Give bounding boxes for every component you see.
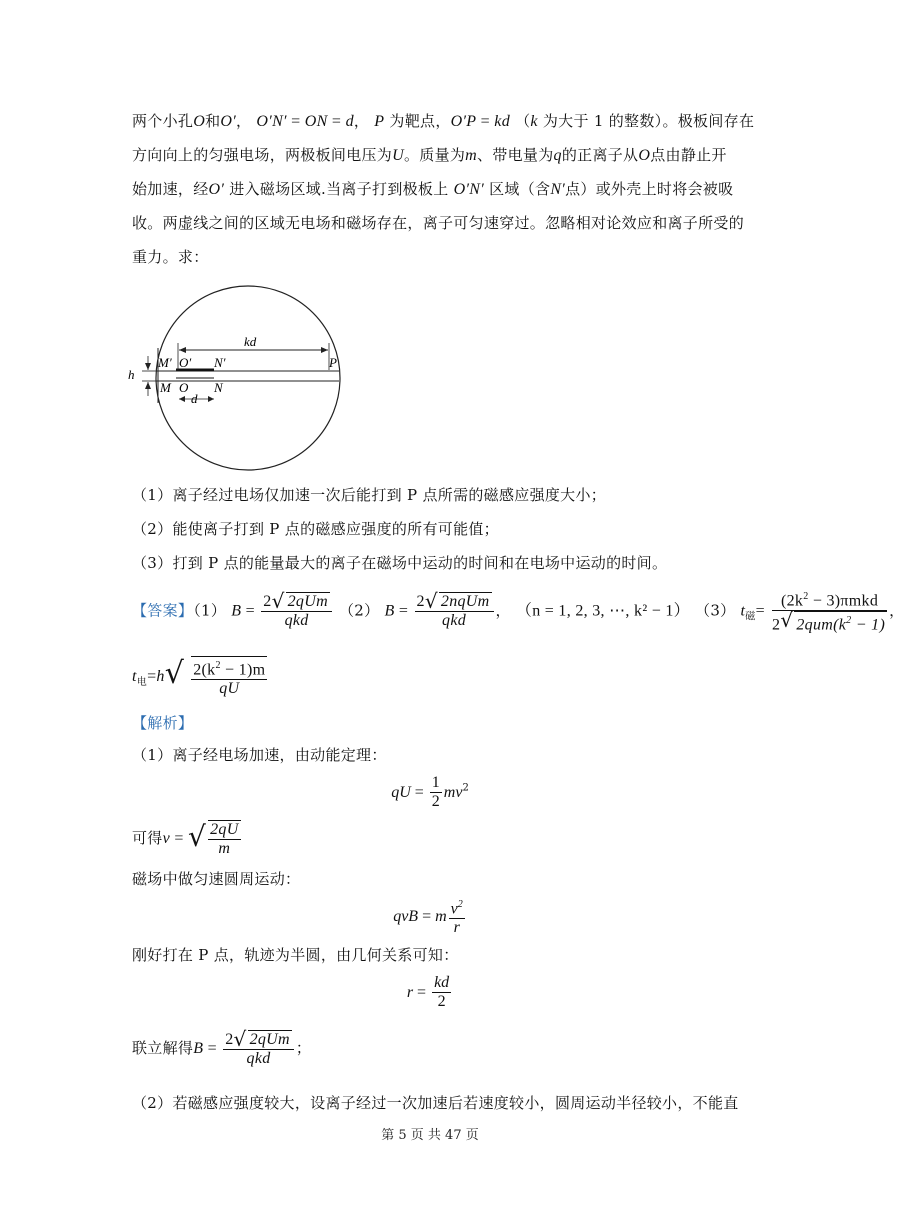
label-h: h: [128, 367, 135, 382]
label-kd: kd: [244, 334, 257, 349]
eq-velocity: 可得v = √ $\frac{2qU}{m}$: [132, 820, 239, 857]
analysis-tag: 【解析】: [132, 714, 194, 732]
eq-energy: qU = $\frac{1}{2}$ $mv^2$: [391, 774, 469, 810]
problem-line-1: 两个小孔O和O′， O′N′ = ON = d， P 为靶点，O′P = kd （k 为大于 1 的整数）。极板间存在: [132, 112, 755, 130]
page-footer: 第 5 页 共 47 页: [381, 1128, 479, 1143]
eq-radius: r = $\frac{kd}{2}$: [406, 974, 450, 1010]
answer-line: 【答案】（1） B = $\frac{\text{2√ 2qUm}}{\text{qkd}}$ （2） B = $\frac{\text{2√ 2nqUm}}{\text{qkd}}$ ， （n = 1, 2, 3, ⋯, k² − 1） （3） $t_磁=$ $\frac{(2k^2 - 3)\pi mkd}{2√ 2qum(k^2 - 1)}$ ，: [132, 589, 904, 634]
label-P: P: [329, 355, 337, 370]
circle-figure: [124, 278, 354, 478]
problem-line-3: 始加速，经O′ 进入磁场区域.当离子打到极板上 O′N′ 区域（含N′点）或外壳上时将会被吸: [132, 180, 734, 198]
eq-lorentz: qvB = m $\frac{v^2}{r}$: [0, 896, 860, 937]
question-2: （2）能使离子打到 P 点的磁感应强度的所有可能值；: [132, 520, 499, 538]
answer-tag: 【答案】: [132, 601, 194, 620]
question-3: （3）打到 P 点的能量最大的离子在磁场中运动的时间和在电场中运动的时间。: [132, 554, 668, 572]
label-M: M: [160, 380, 171, 395]
label-O: O: [179, 380, 189, 395]
analysis-step-4: 刚好打在 P 点，轨迹为半圆，由几何关系可知：: [132, 946, 459, 964]
analysis-step-1: （1）离子经电场加速，由动能定理：: [132, 746, 387, 764]
eq-result-B: 联立解得B = $\frac{\text{2√ 2qUm}}{\text{qkd}}$ ；: [132, 1027, 312, 1067]
label-Op: O′: [179, 355, 192, 370]
problem-line-2: 方向向上的匀强电场，两极板间电压为U。质量为m、带电量为q的正离子从O点由静止开: [132, 146, 727, 164]
label-Np: N′: [214, 355, 226, 370]
label-Mp: M′: [158, 355, 172, 370]
problem-line-4: 收。两虚线之间的区域无电场和磁场存在，离子可匀速穿过。忽略相对论效应和离子所受的: [132, 214, 745, 232]
analysis-step-3: 磁场中做匀速圆周运动：: [132, 870, 301, 888]
analysis-step-6: （2）若磁感应强度较大，设离子经过一次加速后若速度较小，圆周运动半径较小，不能直: [132, 1094, 739, 1112]
label-N: N: [214, 380, 223, 395]
question-1: （1）离子经过电场仅加速一次后能打到 P 点所需的磁感应强度大小；: [132, 486, 607, 504]
answer-line-2: $t_电=h√$ $\frac{2(k^2 - 1)m}{qU}$: [132, 656, 266, 698]
problem-line-5: 重力。求：: [132, 248, 209, 266]
label-d: d: [191, 391, 198, 406]
